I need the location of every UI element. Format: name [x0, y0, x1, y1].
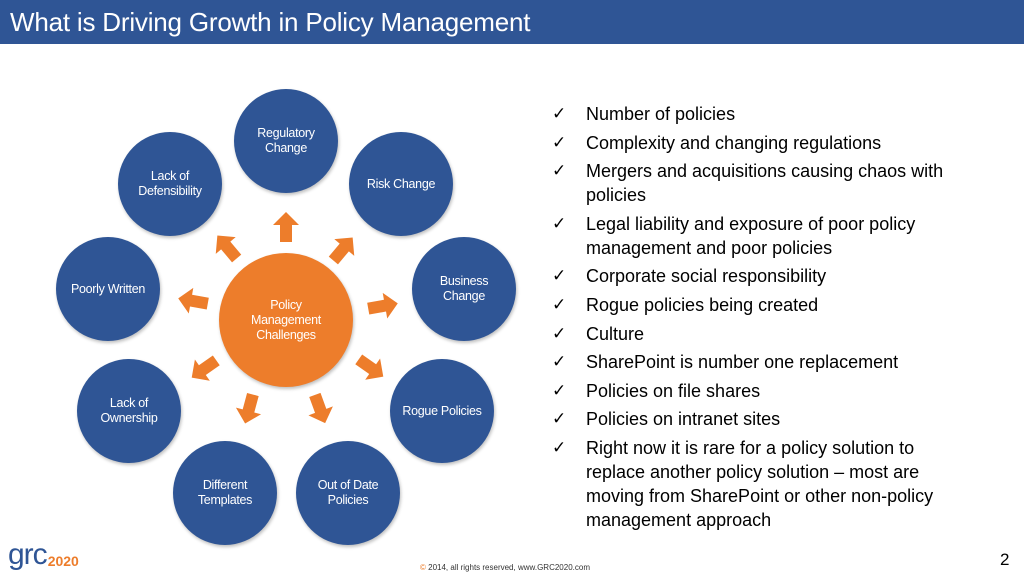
- list-item-text: Number of policies: [586, 104, 736, 124]
- list-item: [552, 102, 972, 126]
- arrow-upper-left-icon: [207, 227, 246, 267]
- checkmark-icon: ✓: [552, 266, 567, 287]
- node-out-of-date-policies: [296, 441, 400, 545]
- arrow-lower-left-icon: [184, 350, 223, 389]
- copyright-notice: [420, 563, 590, 572]
- list-item-text: Mergers and acquisitions causing chaos with policies: [586, 161, 944, 206]
- arrow-up-icon: [273, 212, 299, 242]
- arrow-down-right-icon: [303, 390, 338, 427]
- center-node-policy-management-challenges: [219, 253, 353, 387]
- node-label: Lack of Defensibility: [138, 169, 202, 198]
- checkmark-icon: ✓: [552, 380, 567, 401]
- list-item-text: Culture: [586, 323, 645, 344]
- logo-accent: 2020: [47, 553, 79, 569]
- node-lack-of-ownership: [77, 359, 181, 463]
- node-different-templates: [173, 441, 277, 545]
- arrow-down-left-icon: [233, 391, 266, 427]
- title-bar: [0, 0, 1024, 44]
- node-label: Rogue Policies: [402, 403, 482, 418]
- checkmark-icon: ✓: [552, 104, 567, 124]
- checkmark-icon: ✓: [552, 213, 567, 234]
- copyright-text: 2014, all rights reserved, www.GRC2020.com: [425, 563, 590, 572]
- node-label: Regulatory Change: [257, 126, 315, 155]
- list-item-text: Corporate social responsibility: [586, 266, 827, 287]
- list-item: [552, 293, 972, 317]
- node-label: Out of Date Policies: [317, 478, 379, 507]
- list-item: [552, 350, 972, 374]
- logo-text: grc: [8, 538, 47, 571]
- node-rogue-policies: [390, 359, 494, 463]
- copyright-symbol: ©: [420, 563, 426, 572]
- list-item-text: Policies on file shares: [586, 380, 761, 401]
- node-label: Risk Change: [366, 176, 436, 191]
- challenges-diagram: [0, 44, 540, 576]
- checkmark-icon: ✓: [552, 409, 567, 430]
- list-item: [552, 436, 972, 532]
- node-poorly-written: [56, 237, 160, 341]
- page-number: 2: [1000, 550, 1010, 569]
- list-item: [552, 159, 972, 207]
- arrow-left-icon: [176, 286, 210, 317]
- list-item-text: SharePoint is number one replacement: [586, 352, 899, 373]
- list-item: [552, 322, 972, 346]
- node-business-change: [412, 237, 516, 341]
- list-item-text: Rogue policies being created: [586, 294, 819, 315]
- list-item-text: Legal liability and exposure of poor policy management and poor policies: [586, 213, 916, 258]
- page-title: What is Driving Growth in Policy Management: [10, 6, 531, 37]
- list-item: [552, 407, 972, 431]
- list-item: [552, 379, 972, 403]
- center-node-label: Policy Management Challenges: [251, 297, 321, 342]
- node-label: Lack of Ownership: [100, 396, 158, 425]
- node-label: Poorly Written: [70, 281, 146, 296]
- drivers-list: [552, 102, 972, 537]
- checkmark-icon: ✓: [552, 437, 567, 458]
- list-item-text: Policies on intranet sites: [586, 409, 781, 430]
- list-item: [552, 212, 972, 260]
- checkmark-icon: ✓: [552, 352, 567, 373]
- node-lack-of-defensibility: [118, 132, 222, 236]
- node-regulatory-change: [234, 89, 338, 193]
- grc2020-logo: [8, 540, 79, 570]
- checkmark-icon: ✓: [552, 132, 567, 153]
- list-item-text: Complexity and changing regulations: [586, 132, 882, 153]
- list-item: [552, 264, 972, 288]
- arrow-right-icon: [366, 291, 400, 322]
- checkmark-icon: ✓: [552, 161, 567, 182]
- arrow-lower-right-icon: [351, 349, 390, 388]
- node-risk-change: [349, 132, 453, 236]
- node-label: Business Change: [439, 274, 489, 303]
- checkmark-icon: ✓: [552, 323, 567, 344]
- list-item-text: Right now it is rare for a policy solution to replace another policy solution – most are moving from SharePoint or other non-policy management approach: [586, 437, 934, 530]
- node-label: Different Templates: [197, 478, 253, 507]
- list-item: [552, 131, 972, 155]
- checkmark-icon: ✓: [552, 294, 567, 315]
- arrow-upper-right-icon: [323, 229, 362, 269]
